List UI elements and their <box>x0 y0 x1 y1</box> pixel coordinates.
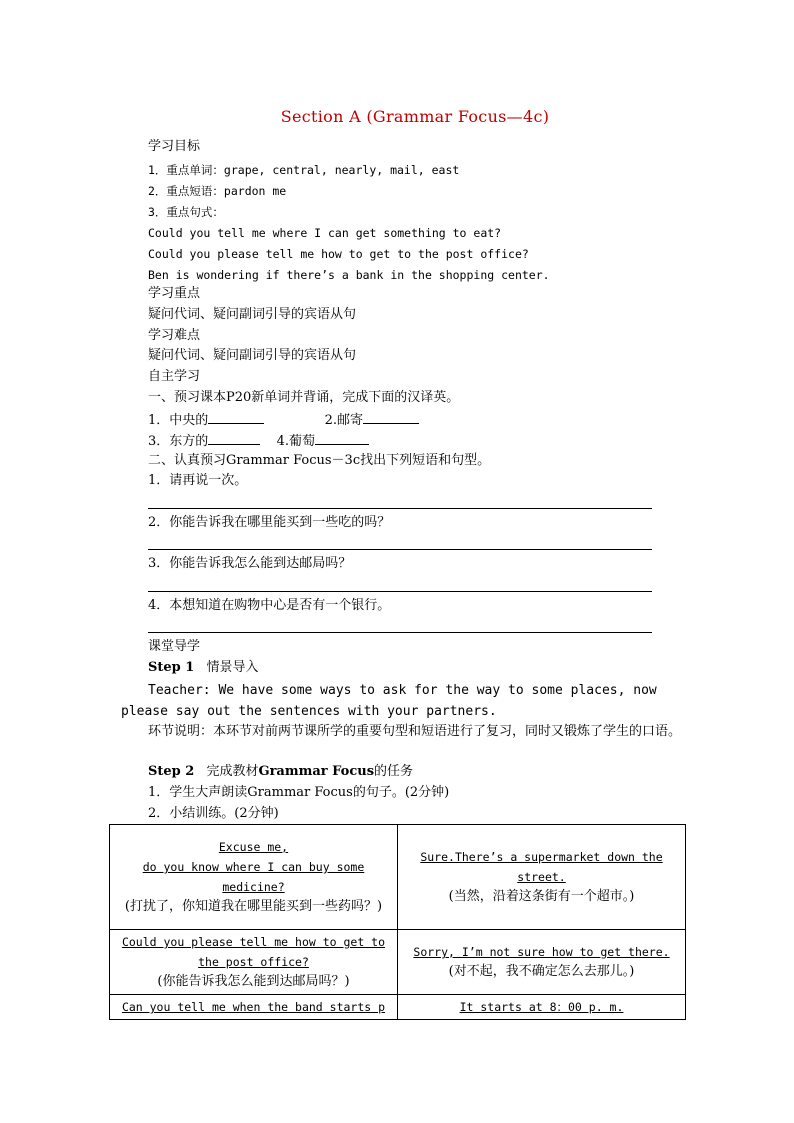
step2-text: 完成教材 <box>206 764 259 779</box>
answer-blank[interactable] <box>363 411 419 424</box>
key-sentence: Ben is wondering if there’s a bank in the shopping center. <box>148 268 550 282</box>
table-row <box>110 995 686 1020</box>
step1-heading <box>148 660 258 676</box>
cell-english: It starts at 8：00 p. m. <box>459 1000 624 1014</box>
table-cell <box>398 995 686 1020</box>
key-sentences-heading: 3．重点句式： <box>148 205 224 219</box>
answer-line[interactable] <box>148 508 652 509</box>
cell-chinese: (打扰了，你知道我在哪里能买到一些药吗？) <box>124 899 383 914</box>
answer-blank[interactable] <box>208 432 260 445</box>
cell-english: Excuse me, <box>218 840 289 854</box>
objectives-heading: 学习目标 <box>148 139 201 154</box>
step2-task1: 1．学生大声朗读Grammar Focus的句子。(2分钟) <box>148 785 450 800</box>
key-words: 1．重点单词：grape, central, nearly, mail, east <box>148 163 460 177</box>
cell-english: Can you tell me when the band starts p <box>121 1000 386 1014</box>
answer-line[interactable] <box>148 632 652 633</box>
translate-item: 3．东方的 <box>148 434 209 449</box>
answer-line[interactable] <box>148 549 652 550</box>
cell-english: do you know where I can buy some medicine? <box>142 860 365 894</box>
table-cell <box>398 930 686 995</box>
grammar-table <box>109 824 686 1020</box>
step2-task2: 2．小结训练。(2分钟) <box>148 806 279 821</box>
answer-line[interactable] <box>148 591 652 592</box>
question: 3．你能告诉我怎么能到达邮局吗？ <box>148 556 352 571</box>
question: 4．本想知道在购物中心是否有一个银行。 <box>148 598 391 613</box>
self-study-task2: 二、认真预习Grammar Focus－3c找出下列短语和句型。 <box>148 453 491 468</box>
key-sentence: Could you tell me where I can get something to eat? <box>148 226 502 240</box>
answer-blank[interactable] <box>208 411 264 424</box>
cell-english: Could you please tell me how to get to the post office? <box>121 935 386 969</box>
table-row <box>110 825 686 930</box>
translate-item: 1．中央的 <box>148 413 209 428</box>
question: 1．请再说一次。 <box>148 473 248 488</box>
key-sentence: Could you please tell me how to get to the post office? <box>148 247 529 261</box>
self-study-heading: 自主学习 <box>148 369 201 384</box>
table-cell <box>398 825 686 930</box>
section-note: 环节说明：本环节对前两节课所学的重要句型和短语进行了复习，同时又锻炼了学生的口语。 <box>148 724 682 739</box>
step1-label: Step 1 <box>148 660 195 675</box>
translate-row-1 <box>148 411 419 429</box>
classroom-heading: 课堂导学 <box>148 639 201 654</box>
table-cell <box>110 995 398 1020</box>
step2-text: 的任务 <box>374 764 414 779</box>
cell-chinese: (对不起，我不确定怎么去那儿。) <box>448 964 635 979</box>
key-phrases: 2．重点短语：pardon me <box>148 184 287 198</box>
step1-title: 情景导入 <box>206 660 259 675</box>
step2-heading <box>148 764 413 780</box>
answer-blank[interactable] <box>315 432 369 445</box>
key-points-heading: 学习重点 <box>148 286 201 301</box>
step2-label: Step 2 <box>148 764 195 779</box>
cell-chinese: (你能告诉我怎么能到达邮局吗？) <box>157 974 350 989</box>
step2-bold-text: Grammar Focus <box>258 764 375 779</box>
translate-row-2 <box>148 432 369 450</box>
question: 2．你能告诉我在哪里能买到一些吃的吗？ <box>148 515 391 530</box>
page-title: Section A (Grammar Focus—4c) <box>280 107 550 126</box>
translate-item: 4.葡萄 <box>276 434 315 449</box>
self-study-task1: 一、预习课本P20新单词并背诵，完成下面的汉译英。 <box>148 390 460 405</box>
difficulties-text: 疑问代词、疑问副词引导的宾语从句 <box>148 348 357 363</box>
table-cell <box>110 825 398 930</box>
table-row <box>110 930 686 995</box>
translate-item: 2.邮寄 <box>324 413 363 428</box>
cell-chinese: (当然，沿着这条街有一个超市。) <box>448 889 635 904</box>
cell-english: Sure.There’s a supermarket down the street. <box>420 850 663 884</box>
table-cell <box>110 930 398 995</box>
cell-english: Sorry, I’m not sure how to get there. <box>413 945 670 959</box>
teacher-text: Teacher: We have some ways to ask for the way to some places, now please say out the sentences with your partners. <box>121 683 657 719</box>
difficulties-heading: 学习难点 <box>148 328 201 343</box>
key-points-text: 疑问代词、疑问副词引导的宾语从句 <box>148 307 357 322</box>
